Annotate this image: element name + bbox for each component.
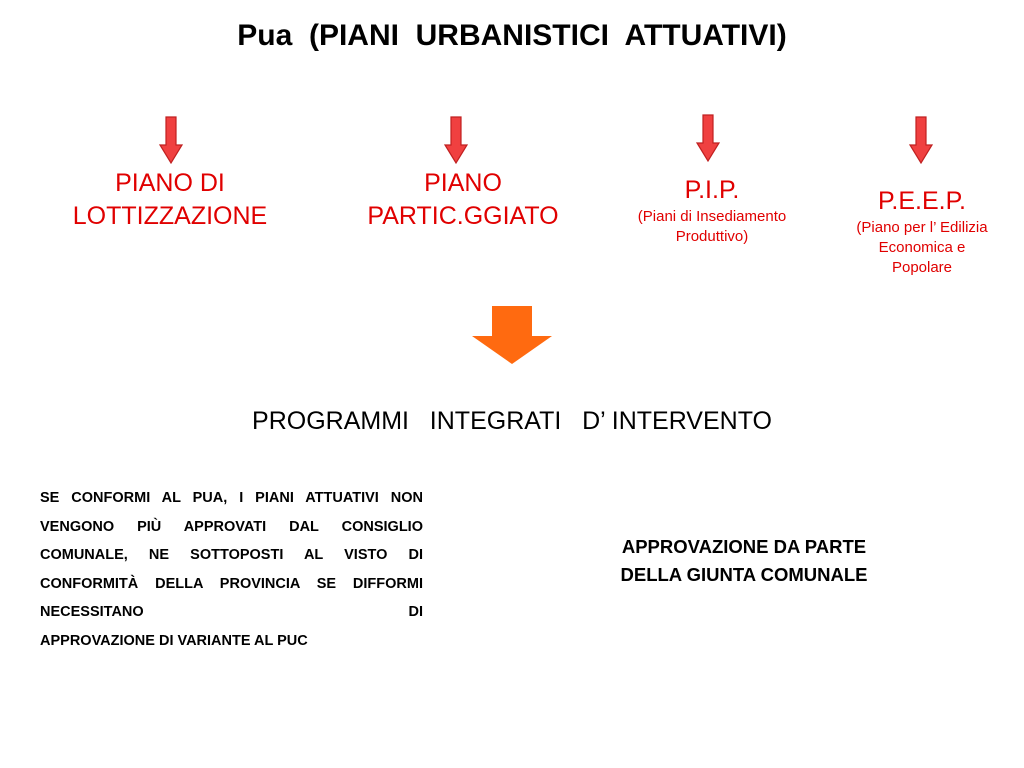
result-down-arrow-icon xyxy=(472,306,552,364)
plan-name-line: PIANO DI xyxy=(115,169,225,197)
note-last-line: APPROVAZIONE DI VARIANTE AL PUC xyxy=(40,632,308,649)
plan-description-line: (Piani di Insediamento xyxy=(637,208,787,225)
plan-name-line: PARTIC.GGIATO xyxy=(367,202,559,230)
plan-name-line: LOTTIZZAZIONE xyxy=(72,202,268,230)
down-arrow-icon xyxy=(444,116,468,164)
plan-name: P.I.P. xyxy=(684,176,740,204)
plan-description-line: Produttivo) xyxy=(675,228,749,245)
plan-name: P.E.E.P. xyxy=(877,187,967,215)
plan-pip xyxy=(602,174,822,247)
conformity-note xyxy=(40,484,423,655)
program-heading: PROGRAMMI INTEGRATI D’ INTERVENTO xyxy=(252,407,772,435)
plan-description-line: Economica e xyxy=(878,239,966,256)
plan-description-line: Popolare xyxy=(891,259,953,276)
down-arrow-icon xyxy=(909,116,933,164)
note-text: SE CONFORMI AL PUA, I PIANI ATTUATIVI NON VENGONO PIÙ APPROVATI DAL CONSIGLIO COMUNALE, NE SOTTOPOSTI AL VISTO DI CONFORMITÀ DELLA PROVINCIA SE DIFFORMI NECESSITANO DI xyxy=(40,490,423,620)
plan-peep xyxy=(830,185,1014,278)
slide-title: Pua (PIANI URBANISTICI ATTUATIVI) xyxy=(237,19,787,52)
down-arrow-icon xyxy=(159,116,183,164)
down-arrow-icon xyxy=(696,114,720,162)
plan-lottizzazione xyxy=(40,167,300,233)
plan-name-line: PIANO xyxy=(424,169,502,197)
approval-text: APPROVAZIONE DA PARTE DELLA GIUNTA COMUNALE xyxy=(620,536,868,585)
plan-description-line: (Piano per l’ Edilizia xyxy=(856,219,988,236)
plan-particolareggiato xyxy=(333,167,593,233)
